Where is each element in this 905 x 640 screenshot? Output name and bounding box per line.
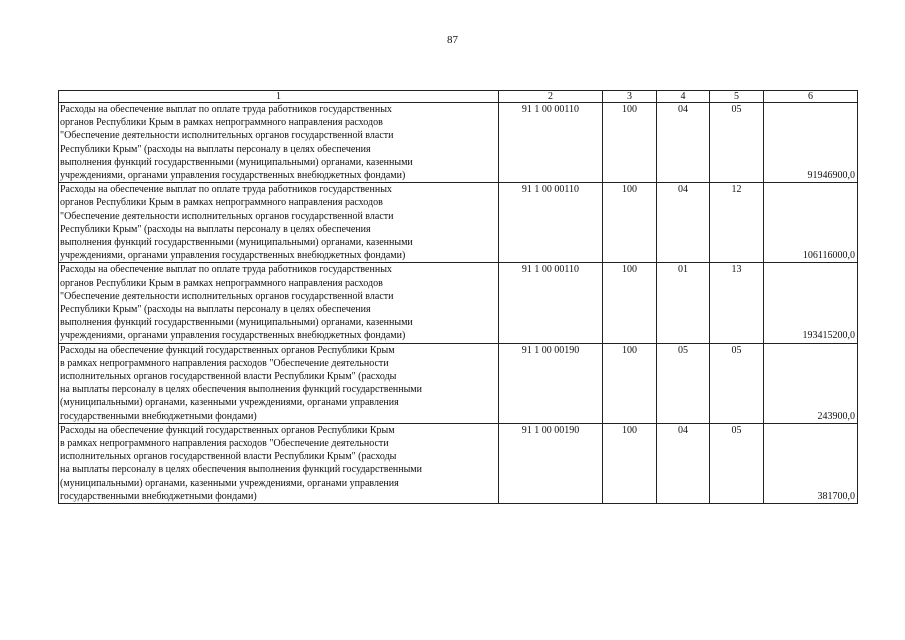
description-line: органов Республики Крым в рамках непрограммного направления расходов [60,197,383,209]
subsection-code: 05 [710,423,764,503]
description-line: Республики Крым" (расходы на выплаты персоналу в целях обеспечения [60,143,371,155]
expense-type: 100 [603,343,657,423]
expense-description [59,263,499,343]
target-code: 91 1 00 00110 [499,263,603,343]
subsection-code: 05 [710,103,764,183]
page-number: 87 [447,34,458,46]
description-line: государственными внебюджетными фондами) [60,410,257,422]
description-line: Расходы на обеспечение выплат по оплате труда работников государственных [60,104,392,115]
expense-type: 100 [603,103,657,183]
description-line: учреждениями, органами управления государственных внебюджетных фондами) [60,170,406,182]
table-header-row [59,91,858,103]
description-line: Республики Крым" (расходы на выплаты персоналу в целях обеспечения [60,223,371,235]
description-line: "Обеспечение деятельности исполнительных органов государственной власти [60,290,394,302]
expense-type: 100 [603,423,657,503]
description-line: выполнения функций государственными (муниципальными) органами, казенными [60,237,413,249]
header-col-1: 1 [59,91,499,103]
expense-description [59,103,499,183]
subsection-code: 12 [710,183,764,263]
table-row [59,343,858,423]
description-line: государственными внебюджетными фондами) [60,490,257,502]
amount: 106116000,0 [764,183,858,263]
section-code: 01 [657,263,710,343]
description-line: на выплаты персоналу в целях обеспечения выполнения функций государственными [60,464,422,476]
description-line: исполнительных органов государственной власти Республики Крым" (расходы [60,451,397,463]
description-line: органов Республики Крым в рамках непрограммного направления расходов [60,117,383,129]
section-code: 04 [657,423,710,503]
description-line: учреждениями, органами управления государственных внебюджетных фондами) [60,250,406,262]
expense-description [59,343,499,423]
description-line: "Обеспечение деятельности исполнительных органов государственной власти [60,130,394,142]
subsection-code: 13 [710,263,764,343]
budget-table [58,90,858,504]
description-line: выполнения функций государственными (муниципальными) органами, казенными [60,317,413,329]
description-line: органов Республики Крым в рамках непрограммного направления расходов [60,277,383,289]
amount: 381700,0 [764,423,858,503]
expense-type: 100 [603,183,657,263]
section-code: 05 [657,343,710,423]
description-line: в рамках непрограммного направления расходов "Обеспечение деятельности [60,357,389,369]
target-code: 91 1 00 00190 [499,423,603,503]
expense-description [59,183,499,263]
table-row [59,423,858,503]
description-line: Расходы на обеспечение выплат по оплате труда работников государственных [60,264,392,276]
amount: 193415200,0 [764,263,858,343]
header-col-6: 6 [764,91,858,103]
expense-description [59,423,499,503]
description-line: Расходы на обеспечение функций государственных органов Республики Крым [60,344,395,356]
amount: 243900,0 [764,343,858,423]
expense-type: 100 [603,263,657,343]
description-line: (муниципальными) органами, казенными учреждениями, органами управления [60,397,399,409]
target-code: 91 1 00 00190 [499,343,603,423]
table-row [59,263,858,343]
description-line: "Обеспечение деятельности исполнительных органов государственной власти [60,210,394,222]
description-line: на выплаты персоналу в целях обеспечения выполнения функций государственными [60,384,422,396]
section-code: 04 [657,103,710,183]
section-code: 04 [657,183,710,263]
header-col-3: 3 [603,91,657,103]
description-line: выполнения функций государственными (муниципальными) органами, казенными [60,156,413,168]
description-line: Расходы на обеспечение выплат по оплате труда работников государственных [60,184,392,196]
description-line: в рамках непрограммного направления расходов "Обеспечение деятельности [60,438,389,450]
header-col-5: 5 [710,91,764,103]
target-code: 91 1 00 00110 [499,103,603,183]
description-line: Расходы на обеспечение функций государственных органов Республики Крым [60,424,395,436]
table-row [59,183,858,263]
subsection-code: 05 [710,343,764,423]
description-line: учреждениями, органами управления государственных внебюджетных фондами) [60,330,406,342]
amount: 91946900,0 [764,103,858,183]
header-col-2: 2 [499,91,603,103]
table-row [59,103,858,183]
description-line: Республики Крым" (расходы на выплаты персоналу в целях обеспечения [60,304,371,316]
target-code: 91 1 00 00110 [499,183,603,263]
description-line: (муниципальными) органами, казенными учреждениями, органами управления [60,477,399,489]
description-line: исполнительных органов государственной власти Республики Крым" (расходы [60,371,397,383]
header-col-4: 4 [657,91,710,103]
